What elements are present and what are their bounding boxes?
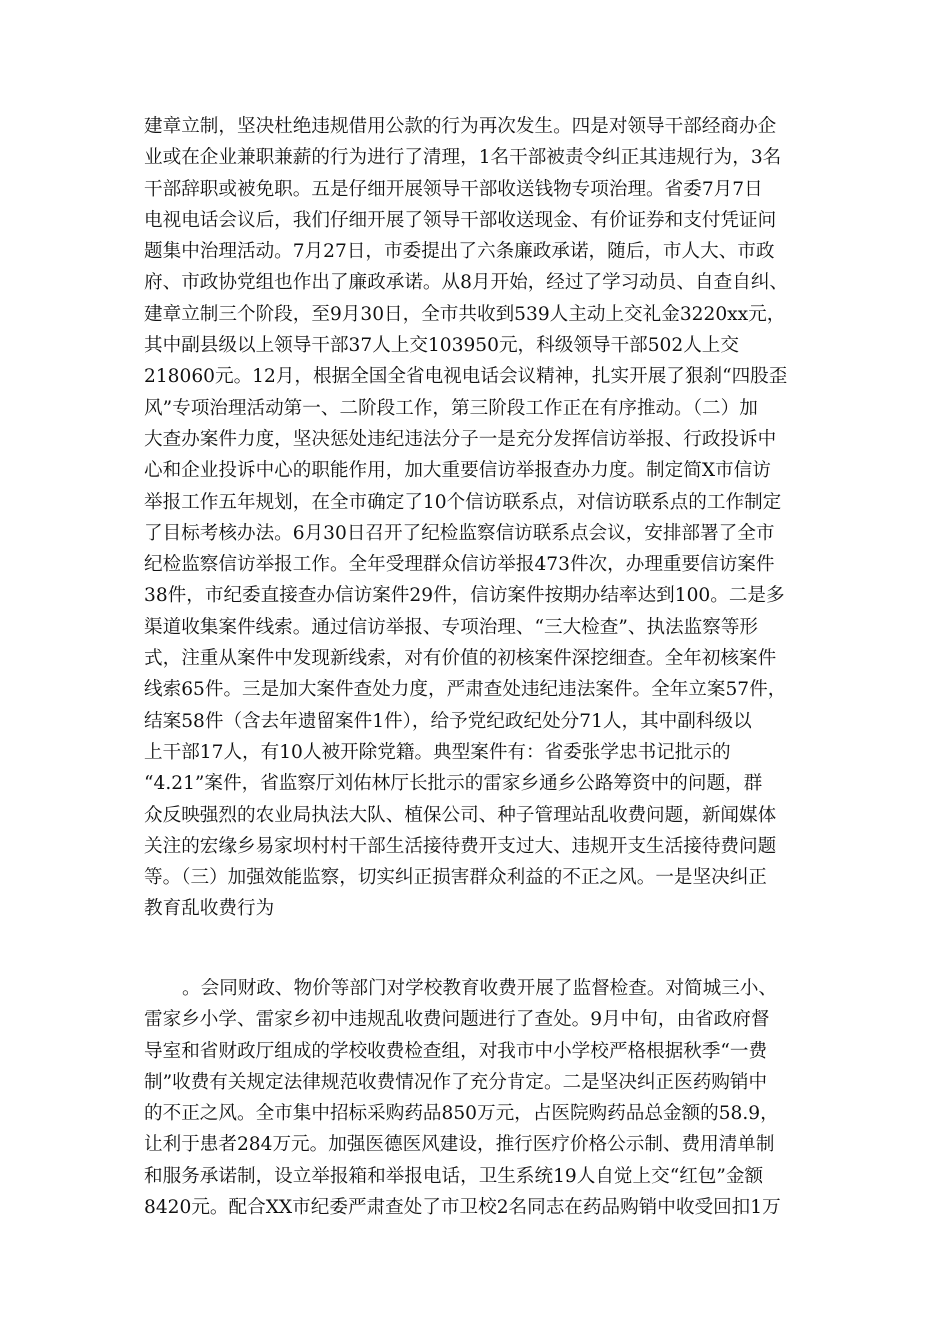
text-line: 干部辞职或被免职。五是仔细开展领导干部收送钱物专项治理。省委7月7日 — [144, 178, 763, 200]
text-line: 了目标考核办法。6月30日召开了纪检监察信访联系点会议，安排部署了全市 — [144, 522, 775, 544]
text-line: 线索65件。三是加大案件查处力度，严肃查处违纪违法案件。全年立案57件， — [144, 679, 787, 701]
text-line: 府、市政协党组也作出了廉政承诺。从8月开始，经过了学习动员、自查自纠、 — [144, 272, 789, 294]
text-line: 纪检监察信访举报工作。全年受理群众信访举报473件次，办理重要信访案件 — [144, 554, 775, 576]
text-line: 38件，市纪委直接查办信访案件29件，信访案件按期办结率达到100。二是多 — [144, 585, 785, 607]
text-line: 雷家乡小学、雷家乡初中违规乱收费问题进行了查处。9月中旬，由省政府督 — [144, 1009, 770, 1031]
text-line: 建章立制三个阶段，至9月30日，全市共收到539人主动上交礼金3220xx元， — [144, 303, 786, 325]
text-line: 题集中治理活动。7月27日，市委提出了六条廉政承诺，随后，市人大、市政 — [144, 241, 775, 263]
text-line: 等。（三）加强效能监察，切实纠正损害群众利益的不正之风。一是坚决纠正 — [144, 867, 767, 889]
text-line: 让利于患者284万元。加强医德医风建设，推行医疗价格公示制、费用清单制 — [144, 1134, 775, 1156]
text-line: 众反映强烈的农业局执法大队、植保公司、种子管理站乱收费问题，新闻媒体 — [144, 804, 777, 826]
text-line: 关注的宏缘乡易家坝村村干部生活接待费开支过大、违规开支生活接待费问题 — [144, 835, 777, 857]
text-line: 导室和省财政厅组成的学校收费检查组，对我市中小学校严格根据秋季“一费 — [144, 1040, 768, 1062]
text-line: 建章立制，坚决杜绝违规借用公款的行为再次发生。四是对领导干部经商办企 — [144, 116, 777, 137]
text-line: 结案58件（含去年遗留案件1件），给予党纪政纪处分71人，其中副科级以 — [144, 710, 752, 732]
text-line: 式，注重从案件中发现新线索，对有价值的初核案件深挖细查。全年初核案件 — [144, 648, 777, 670]
text-line: 心和企业投诉中心的职能作用，加大重要信访举报查办力度。制定简X市信访 — [144, 460, 771, 482]
text-line: 。会同财政、物价等部门对学校教育收费开展了监督检查。对简城三小、 — [182, 978, 778, 999]
text-line: 业或在企业兼职兼薪的行为进行了清理，1名干部被责令纠正其违规行为，3名 — [144, 147, 782, 169]
text-line: 电视电话会议后，我们仔细开展了领导干部收送现金、有价证券和支付凭证问 — [144, 209, 777, 231]
text-line: 风”专项治理活动第一、二阶段工作，第三阶段工作正在有序推动。（二）加 — [144, 397, 758, 419]
text-line: 大查办案件力度，坚决惩处违纪违法分子一是充分发挥信访举报、行政投诉中 — [144, 428, 777, 450]
text-line: 渠道收集案件线索。通过信访举报、专项治理、“三大检查”、执法监察等形 — [144, 616, 759, 638]
text-line: 举报工作五年规划，在全市确定了10个信访联系点，对信访联系点的工作制定 — [144, 491, 782, 513]
paragraph-1 — [144, 111, 806, 925]
paragraph-2 — [144, 973, 806, 1223]
text-line: “4.21”案件，省监察厅刘佑林厅长批示的雷家乡通乡公路筹资中的问题，群 — [144, 773, 763, 795]
text-line: 上干部17人，有10人被开除党籍。典型案件有：省委张学忠书记批示的 — [144, 741, 731, 763]
text-line: 8420元。配合XX市纪委严肃查处了市卫校2名同志在药品购销中收受回扣1万 — [144, 1197, 781, 1219]
text-line: 其中副县级以上领导干部37人上交103950元，科级领导干部502人上交 — [144, 335, 739, 357]
text-line: 218060元。12月，根据全国全省电视电话会议精神，扎实开展了狠刹“四股歪 — [144, 366, 788, 388]
text-line: 制”收费有关规定法律规范收费情况作了充分肯定。二是坚决纠正医药购销中 — [144, 1071, 768, 1093]
text-line: 教育乱收费行为 — [144, 898, 275, 920]
text-line: 的不正之风。全市集中招标采购药品850万元，占医院购药品总金额的58.9， — [144, 1103, 779, 1125]
text-line: 和服务承诺制，设立举报箱和举报电话，卫生系统19人自觉上交“红包”金额 — [144, 1165, 764, 1187]
